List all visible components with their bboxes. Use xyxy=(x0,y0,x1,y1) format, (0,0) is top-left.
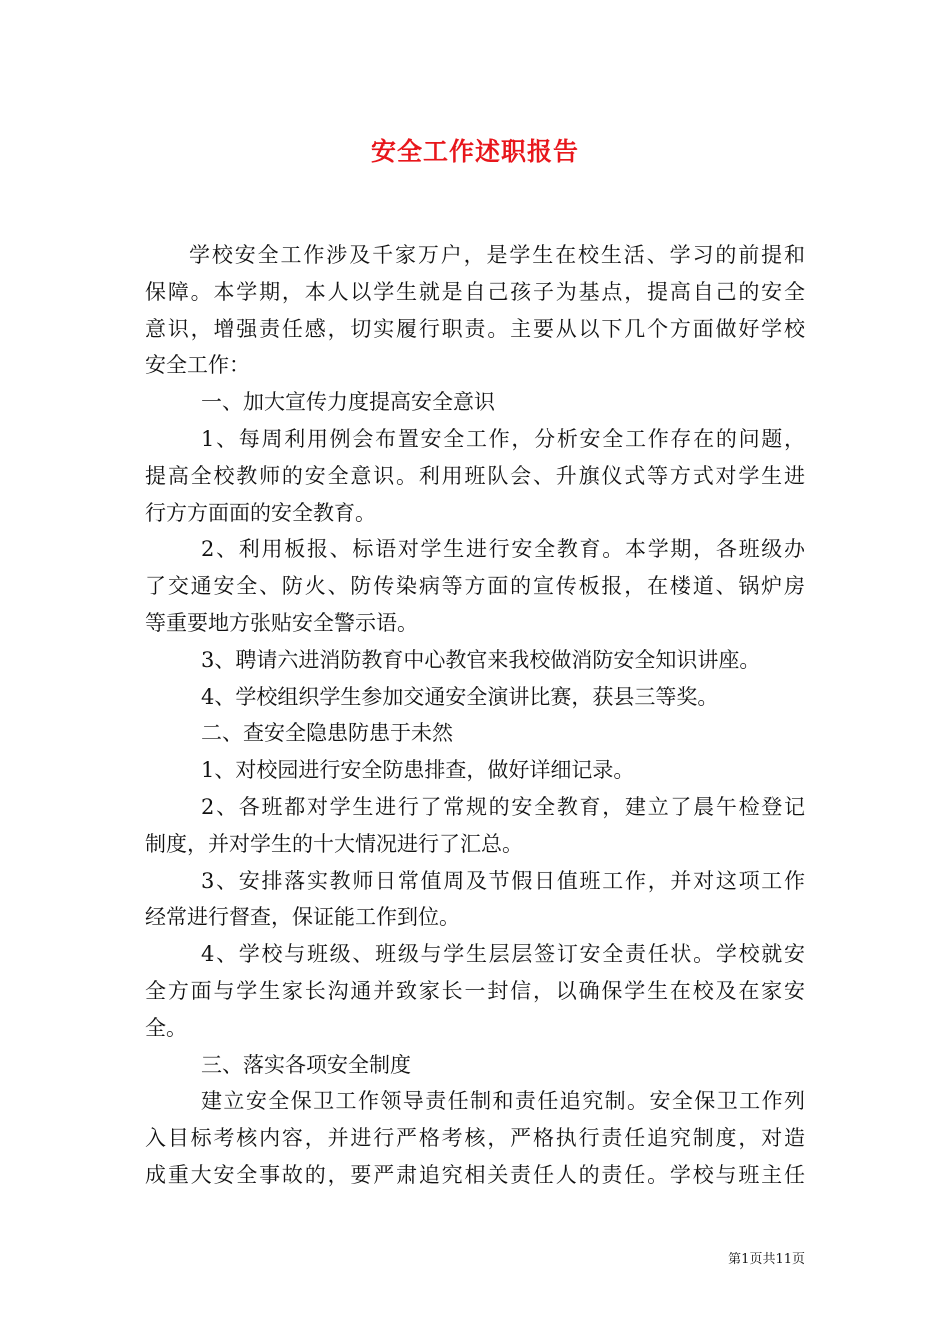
text-line: 2、利用板报、标语对学生进行安全教育。本学期，各班级办 xyxy=(201,537,805,562)
text-line: 等重要地方张贴安全警示语。 xyxy=(145,610,418,635)
text-line: 1、对校园进行安全防患排查，做好详细记录。 xyxy=(201,758,635,783)
text-line: 3、聘请六进消防教育中心教官来我校做消防安全知识讲座。 xyxy=(201,647,761,672)
text-line: 全。 xyxy=(145,1015,187,1040)
text-line: 三、落实各项安全制度 xyxy=(201,1052,411,1077)
text-line: 成重大安全事故的，要严肃追究相关责任人的责任。学校与班主任 xyxy=(145,1162,805,1187)
document-body xyxy=(145,237,805,1194)
text-line: 4、学校与班级、班级与学生层层签订安全责任状。学校就安 xyxy=(201,942,805,967)
text-line: 经常进行督查，保证能工作到位。 xyxy=(145,905,460,930)
document-title: 安全工作述职报告 xyxy=(370,137,579,166)
text-line: 安全工作： xyxy=(145,353,250,378)
text-line: 4、学校组织学生参加交通安全演讲比赛，获县三等奖。 xyxy=(201,684,719,709)
text-line: 3、安排落实教师日常值周及节假日值班工作，并对这项工作 xyxy=(201,868,805,893)
text-line: 全方面与学生家长沟通并致家长一封信，以确保学生在校及在家安 xyxy=(145,978,805,1003)
text-line: 了交通安全、防火、防传染病等方面的宣传板报，在楼道、锅炉房 xyxy=(145,574,805,599)
text-line: 入目标考核内容，并进行严格考核，严格执行责任追究制度，对造 xyxy=(145,1126,805,1151)
text-line: 学校安全工作涉及千家万户，是学生在校生活、学习的前提和 xyxy=(189,243,805,267)
text-line: 保障。本学期，本人以学生就是自己孩子为基点，提高自己的安全 xyxy=(145,279,805,304)
text-line: 建立安全保卫工作领导责任制和责任追究制。安全保卫工作列 xyxy=(201,1089,805,1114)
text-line: 一、加大宣传力度提高安全意识 xyxy=(201,390,495,415)
text-line: 提高全校教师的安全意识。利用班队会、升旗仪式等方式对学生进 xyxy=(145,463,805,488)
text-line: 1、每周利用例会布置安全工作，分析安全工作存在的问题， xyxy=(201,426,805,451)
text-line: 行方方面面的安全教育。 xyxy=(145,500,376,525)
text-line: 意识，增强责任感，切实履行职责。主要从以下几个方面做好学校 xyxy=(145,316,805,341)
text-line: 制度，并对学生的十大情况进行了汇总。 xyxy=(145,831,523,856)
text-line: 二、查安全隐患防患于未然 xyxy=(201,721,453,746)
text-line: 2、各班都对学生进行了常规的安全教育，建立了晨午检登记 xyxy=(201,794,805,819)
page-number-footer: 第1页共11页 xyxy=(728,1252,805,1267)
